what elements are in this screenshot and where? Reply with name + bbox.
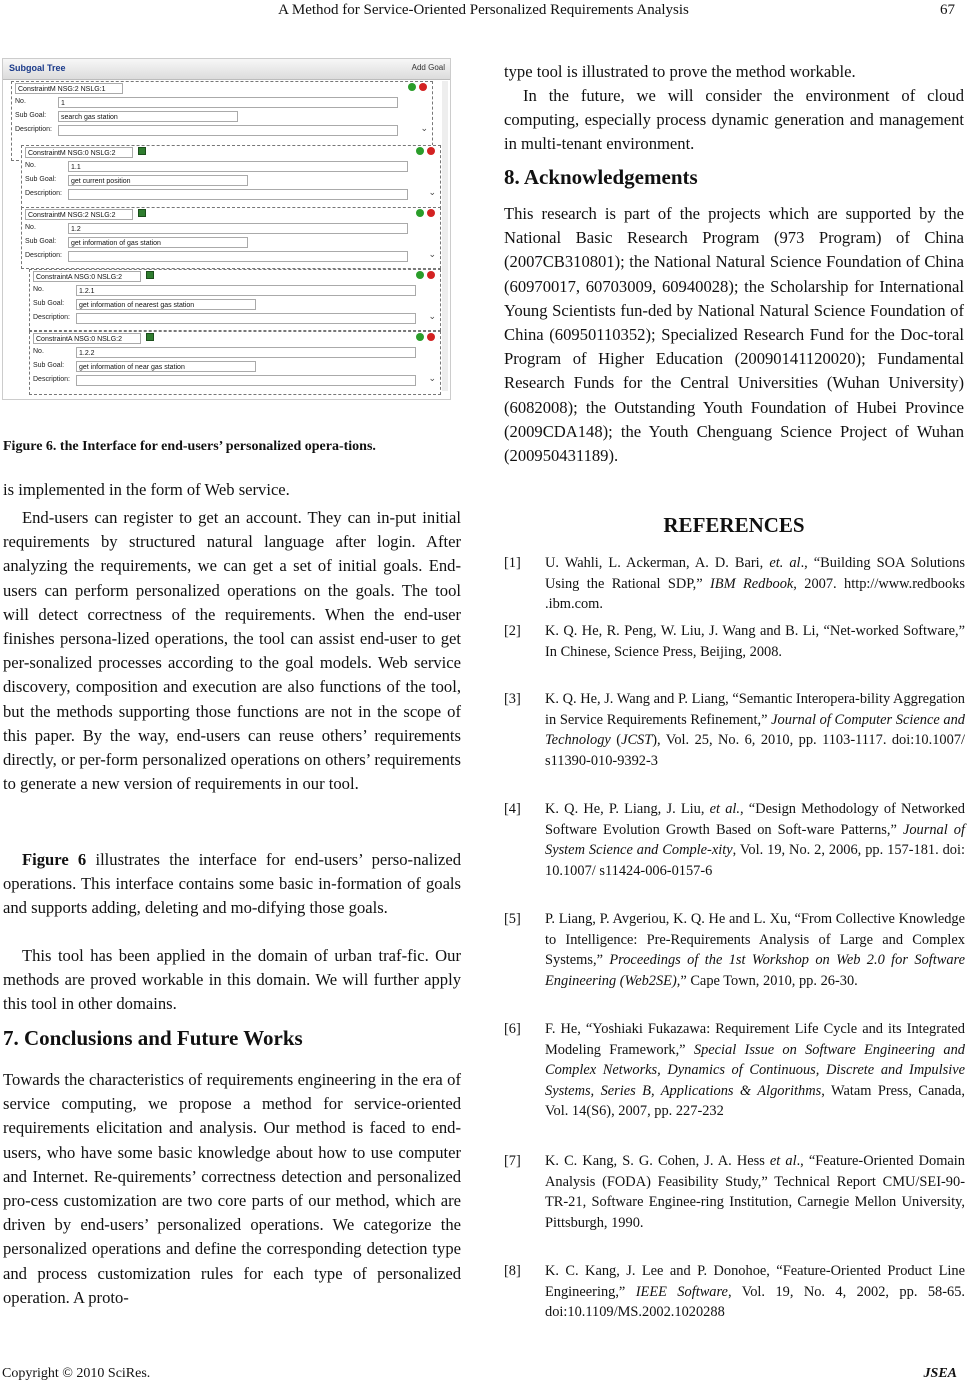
node-row [30,284,440,298]
paragraph: Towards the characteristics of requirements engineering in the era of service computing, we propose a method for service-oriented requirements elicitation and analysis. Our method is faced to end-users, who have some basic knowledge about how to use computer and Internet. Re-quirements’ correctness detection and personalized pro-cess customization are two core parts of our method, which are driven by end-users’ personalized operations. We categorize the personalized operations and define the corresponding detection type and process customization rules for each type of personalized operation. A proto- [3,1070,461,1307]
subgoal-field[interactable]: get information of near gas station [76,361,256,372]
node-row [22,222,440,236]
field-label: Sub Goal: [25,176,57,183]
paragraph: This research is part of the projects which are supported by the National Basic Research Program (973 Program) of China (2007CB310801); the National Natural Science Foundation of China (60970017, 60703009, 60940028); the Scholarship for International Young Scientists fun-ded by National Natural Science Foundation of China (60950110352); Specialized Research Fund for the Doc-toral Program of Higher Education (20090141120020); Fundamental Research Funds for the Central Universities (Wuhan University) (6082008); the Outstanding Youth Foundation of Hubei Province (2009CDA148); the Youth Chenguang Science Project of Wuhan (200950431189). [504,204,964,466]
goal-node [21,145,441,209]
delete-goal-icon[interactable] [427,333,435,341]
node-row [30,374,440,388]
desc-field[interactable] [76,375,416,386]
expand-icon[interactable] [138,147,146,155]
field-label: Sub Goal: [33,300,65,307]
subgoal-field[interactable]: search gas station [58,111,238,122]
reference-text: P. Liang, P. Avgeriou, K. Q. He and L. Xu, “From Collective Knowledge to Intelligence: Pre-Requirements Analysis of Large and Complex Systems,” Proceedings of the 1st Workshop on Web 2.0 for Software Engineering (Web2SE),” Cape Town, 2010, pp. 26-30. [545,911,966,989]
field-label: No. [33,286,44,293]
running-header [0,2,967,24]
reference-item [504,1261,965,1323]
node-row [30,270,440,284]
delete-goal-icon[interactable] [427,147,435,155]
desc-field[interactable] [68,251,408,262]
expand-icon[interactable] [146,271,154,279]
reference-text: K. Q. He, P. Liang, J. Liu, et al., “Design Methodology of Networked Software Evolution Growth Based on Soft-ware Patterns,” Journal of System Science and Comple-xity, Vol. 19, No. 2, 2006, pp. 157-181. doi: 10.1007/ s11424-006-0157-6 [545,801,965,879]
no-field[interactable]: 1 [58,97,398,108]
reference-text: K. Q. He, J. Wang and P. Liang, “Semantic Interopera-bility Aggregation in Service Requirements Refinement,” Journal of Computer Science and Technology (JCST), Vol. 25, No. 6, 2010, pp. 1103-1117. doi:10.1007/ s11390-010-9392-3 [545,691,966,769]
chevron-down-icon[interactable]: ⌄ [420,123,428,133]
node-row [30,346,440,360]
field-label: Description: [25,190,62,197]
node-row [30,312,440,326]
reference-text: U. Wahli, L. Ackerman, A. D. Bari, et. al., “Building SOA Solutions Using the Rational SDP,” IBM Redbook, 2007. http://www.redbooks .ibm.com. [545,555,966,613]
running-title: A Method for Service-Oriented Personalized Requirements Analysis [278,2,689,18]
scrollbar[interactable] [442,81,448,391]
field-label: Description: [25,252,62,259]
reference-text: K. Q. He, R. Peng, W. Liu, J. Wang and B. Li, “Net-worked Software,” In Chinese, Science Press, Beijing, 2008. [545,623,965,660]
paragraph: End-users can register to get an account. They can in-put initial requirements by structured natural language after login. After analyzing the requirements, we can get a set of initial goals. End-users can perform personalized operations on the goals. The tool will detect correctness of the requirements. When the end-user finishes persona-lized operations, the tool can assist end-user to get per-sonalized processes according to the goal models. Web service discovery, composition and execution are also functions of the tool, but the methods supporting those functions are not in the scope of this paper. By the way, end-users can reuse others’ requirements directly, or per-form personalized operations on others’ requirements to generate a new version of requirements in our tool. [3,508,461,794]
field-label: Sub Goal: [25,238,57,245]
desc-field[interactable] [58,125,398,136]
add-subgoal-icon[interactable] [408,83,416,91]
field-label: Description: [15,126,52,133]
expand-icon[interactable] [146,333,154,341]
add-subgoal-icon[interactable] [416,147,424,155]
section-heading: 7. Conclusions and Future Works [3,1026,303,1050]
chevron-down-icon[interactable]: ⌄ [428,311,436,321]
reference-item [504,553,965,615]
node-row [22,160,440,174]
add-subgoal-icon[interactable] [416,209,424,217]
paragraph: Figure 6 illustrates the interface for end-users’ perso-nalized operations. This interface contains some basic in-formation of goals and supports adding, deleting and mo-difying those goals. [3,850,461,918]
reference-number: [7] [504,1153,521,1169]
reference-number: [8] [504,1263,521,1279]
node-row [30,332,440,346]
paragraph: type tool is illustrated to prove the method workable. [504,62,856,81]
paragraph: This tool has been applied in the domain of urban traf-fic. Our methods are proved workable in this domain. We will further apply this tool in other domains. [3,946,461,1014]
reference-number: [4] [504,801,521,817]
no-field[interactable]: 1.2.2 [76,347,416,358]
figure-6-interface [2,58,451,400]
field-label: Description: [33,314,70,321]
constraint-field[interactable]: ConstraintA NSG:0 NSLG:2 [33,271,141,282]
delete-goal-icon[interactable] [427,209,435,217]
constraint-field[interactable]: ConstraintM NSG:2 NSLG:1 [15,83,123,94]
delete-goal-icon[interactable] [427,271,435,279]
chevron-down-icon[interactable]: ⌄ [428,373,436,383]
desc-field[interactable] [76,313,416,324]
constraint-field[interactable]: ConstraintA NSG:0 NSLG:2 [33,333,141,344]
reference-item [504,1151,965,1233]
node-row [12,124,432,138]
reference-item [504,1019,965,1122]
chevron-down-icon[interactable]: ⌄ [428,187,436,197]
field-label: No. [33,348,44,355]
subgoal-field[interactable]: get information of nearest gas station [76,299,256,310]
panel-title: Subgoal Tree [9,63,66,73]
node-row [22,236,440,250]
constraint-field[interactable]: ConstraintM NSG:2 NSLG:2 [25,209,133,220]
chevron-down-icon[interactable]: ⌄ [428,249,436,259]
reference-text: F. He, “Yoshiaki Fukazawa: Requirement Life Cycle and its Integrated Modeling Framework,” Special Issue on Software Engineering and Complex Networks, Dynamics of Continuous, Discrete and Impulsive Systems, Series B, Applications & Algorithms, Watam Press, Canada, Vol. 14(S6), 2007, pp. 227-232 [545,1021,966,1120]
paragraph: is implemented in the form of Web service. [3,480,290,499]
reference-number: [6] [504,1021,521,1037]
subgoal-field[interactable]: get current position [68,175,248,186]
goal-node [21,207,441,269]
node-row [12,82,432,96]
field-label: Sub Goal: [33,362,65,369]
field-label: No. [25,162,36,169]
reference-text: K. C. Kang, J. Lee and P. Donohoe, “Feature-Oriented Product Line Engineering,” IEEE Software, Vol. 19, No. 4, 2002, pp. 58-65. doi:10.1109/MS.2002.1020288 [545,1263,965,1321]
node-row [12,110,432,124]
goal-node [29,331,441,395]
field-label: No. [15,98,26,105]
node-row [22,208,440,222]
no-field[interactable]: 1.2.1 [76,285,416,296]
paragraph: In the future, we will consider the environment of cloud computing, especially process dynamic generation and management in multi-tenant environment. [504,86,964,154]
node-row [12,96,432,110]
reference-number: [1] [504,555,521,571]
no-field[interactable]: 1.1 [68,161,408,172]
journal-abbrev: JSEA [923,1366,957,1381]
field-label: Sub Goal: [15,112,47,119]
node-row [22,174,440,188]
constraint-field[interactable]: ConstraintM NSG:0 NSLG:2 [25,147,133,158]
figure-ref: Figure 6 [22,850,87,869]
page-number: 67 [940,2,955,18]
section-heading: 8. Acknowledgements [504,165,698,189]
reference-text: K. C. Kang, S. G. Cohen, J. A. Hess et al., “Feature-Oriented Domain Analysis (FODA) Feasibility Study,” Technical Report CMU/SEI-90-TR-21, Software Enginee-ring Institution, Carnegie Mellon University, Pittsburgh, 1990. [545,1153,965,1231]
field-label: No. [25,224,36,231]
add-subgoal-icon[interactable] [416,271,424,279]
subgoal-field[interactable]: get information of gas station [68,237,248,248]
reference-item [504,621,965,662]
subgoal-tree-titlebar [3,59,450,80]
node-row [22,146,440,160]
node-row [30,298,440,312]
delete-goal-icon[interactable] [419,83,427,91]
node-row [30,360,440,374]
node-row [22,250,440,264]
reference-number: [3] [504,691,521,707]
no-field[interactable]: 1.2 [68,223,408,234]
expand-icon[interactable] [138,209,146,217]
copyright: Copyright © 2010 SciRes. [2,1366,151,1381]
references-heading: REFERENCES [663,513,805,537]
reference-number: [5] [504,911,521,927]
field-label: Description: [33,376,70,383]
reference-item [504,689,965,771]
add-goal-button[interactable]: Add Goal [411,63,445,72]
add-subgoal-icon[interactable] [416,333,424,341]
goal-node [29,269,441,331]
reference-item [504,799,965,881]
desc-field[interactable] [68,189,408,200]
node-row [22,188,440,202]
reference-number: [2] [504,623,521,639]
reference-item [504,909,965,991]
figure-caption: Figure 6. the Interface for end-users’ personalized opera-tions. [3,439,376,454]
